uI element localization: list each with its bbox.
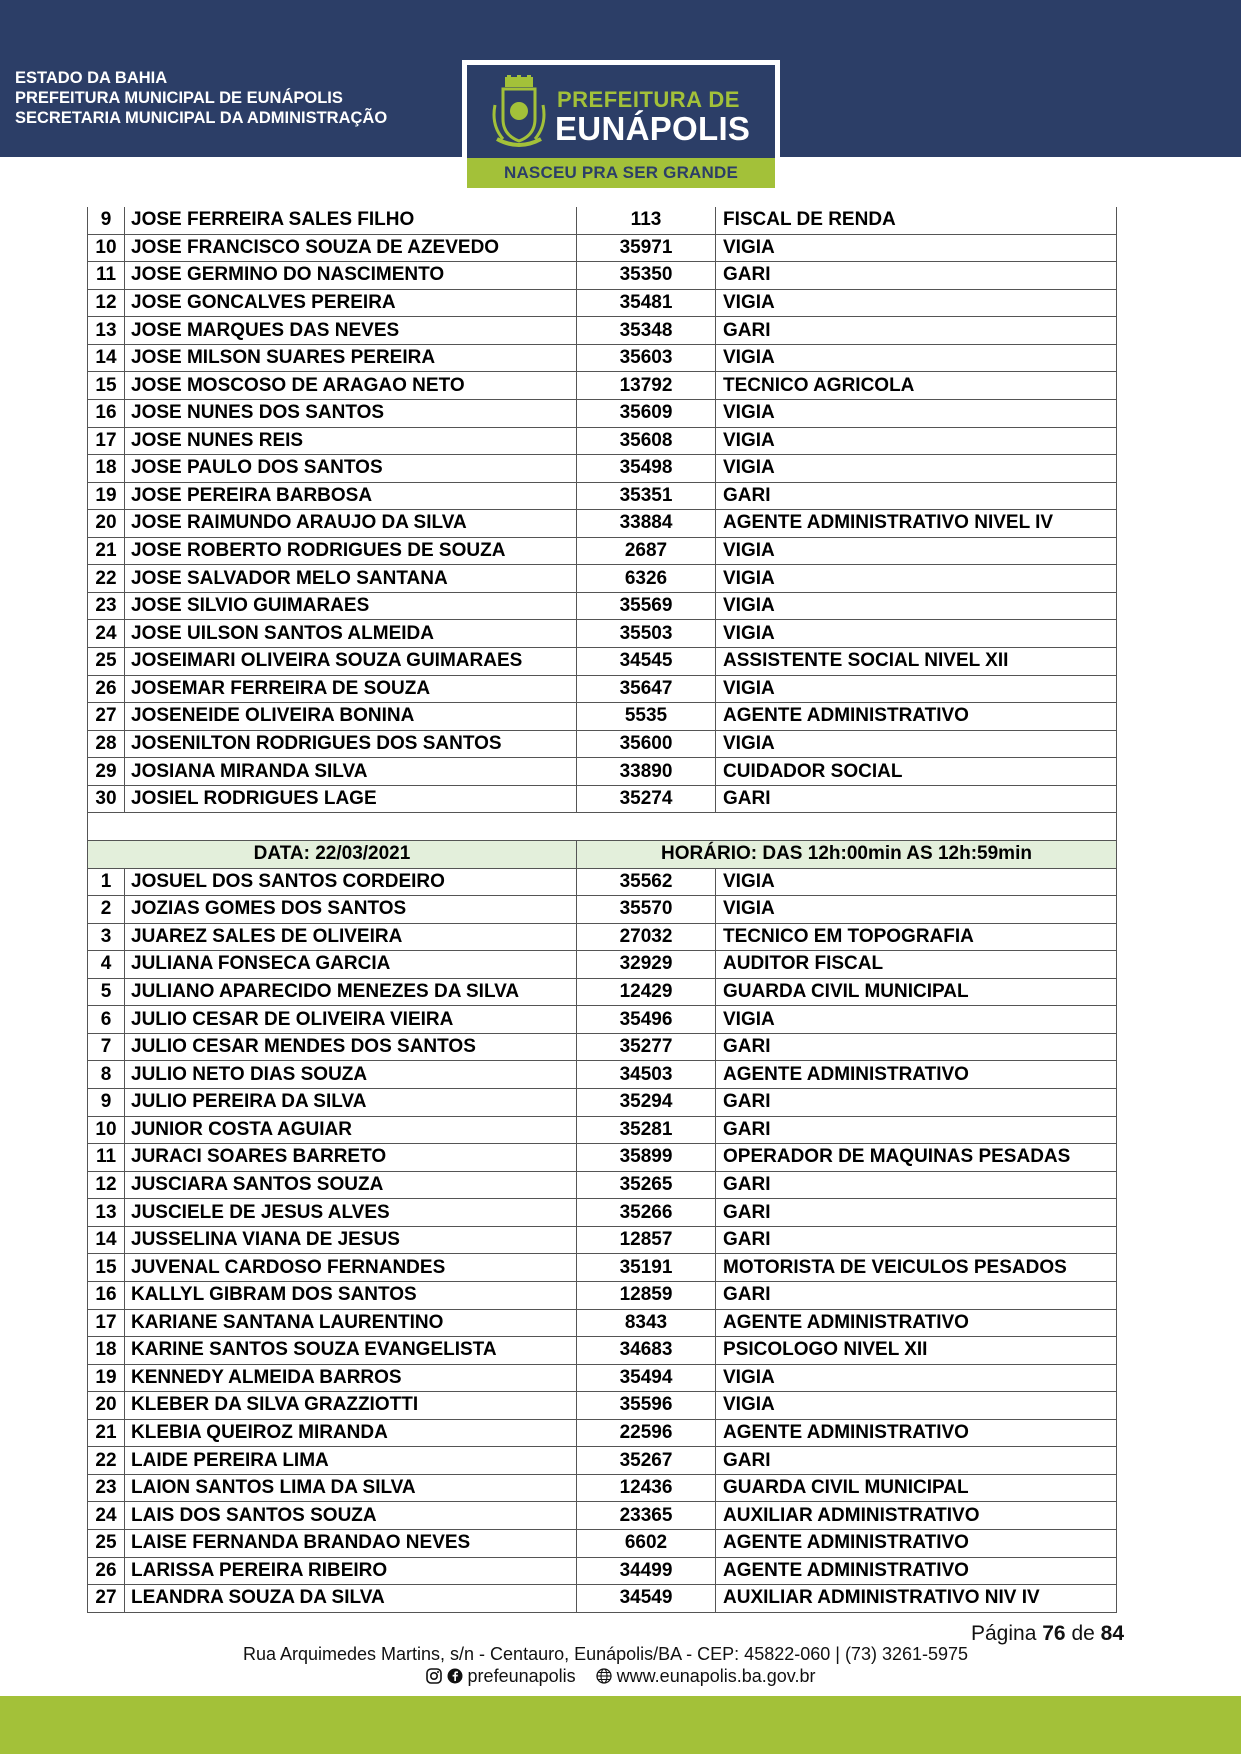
row-number: 3 [88, 923, 125, 951]
employee-name: KALLYL GIBRAM DOS SANTOS [125, 1281, 577, 1309]
registration-number: 22596 [577, 1419, 716, 1447]
schedule-header-row [88, 840, 1117, 868]
registration-number: 35609 [577, 399, 716, 427]
employee-name: JULIO CESAR MENDES DOS SANTOS [125, 1033, 577, 1061]
row-number: 14 [88, 1226, 125, 1254]
row-number: 27 [88, 1585, 125, 1613]
table-row [88, 923, 1117, 951]
table-row [88, 262, 1117, 290]
registration-number: 33884 [577, 510, 716, 538]
roster-body [88, 207, 1117, 1612]
job-title: VIGIA [716, 675, 1117, 703]
employee-name: JULIO CESAR DE OLIVEIRA VIEIRA [125, 1006, 577, 1034]
table-row [88, 703, 1117, 731]
job-title: VIGIA [716, 427, 1117, 455]
registration-number: 6326 [577, 565, 716, 593]
employee-name: JOSIANA MIRANDA SILVA [125, 758, 577, 786]
row-number: 23 [88, 592, 125, 620]
table-row [88, 344, 1117, 372]
job-title: AGENTE ADMINISTRATIVO [716, 703, 1117, 731]
table-row [88, 1281, 1117, 1309]
table-row [88, 1226, 1117, 1254]
row-number: 27 [88, 703, 125, 731]
employee-name: JOSE GONCALVES PEREIRA [125, 289, 577, 317]
coat-of-arms-icon [489, 75, 549, 151]
spacer-cell [88, 813, 1117, 841]
row-number: 18 [88, 455, 125, 483]
job-title: GARI [716, 482, 1117, 510]
job-title: AUXILIAR ADMINISTRATIVO NIV IV [716, 1585, 1117, 1613]
job-title: GARI [716, 1226, 1117, 1254]
page-sep: de [1071, 1622, 1095, 1645]
employee-name: LAIDE PEREIRA LIMA [125, 1447, 577, 1475]
website-link[interactable]: www.eunapolis.ba.gov.br [616, 1666, 816, 1686]
table-row [88, 455, 1117, 483]
registration-number: 35191 [577, 1254, 716, 1282]
employee-name: JOSUEL DOS SANTOS CORDEIRO [125, 868, 577, 896]
registration-number: 34499 [577, 1557, 716, 1585]
employee-name: JUNIOR COSTA AGUIAR [125, 1116, 577, 1144]
registration-number: 34503 [577, 1061, 716, 1089]
registration-number: 113 [577, 207, 716, 234]
address-text: Rua Arquimedes Martins, s/n - Centauro, Eunápolis/BA - CEP: 45822-060 | (73) 3261-5975 [242, 1644, 969, 1664]
registration-number: 34545 [577, 648, 716, 676]
registration-number: 35498 [577, 455, 716, 483]
row-number: 12 [88, 289, 125, 317]
registration-number: 35348 [577, 317, 716, 345]
table-row [88, 1309, 1117, 1337]
registration-number: 35503 [577, 620, 716, 648]
job-title: CUIDADOR SOCIAL [716, 758, 1117, 786]
table-row [88, 317, 1117, 345]
employee-name: JOSE ROBERTO RODRIGUES DE SOUZA [125, 537, 577, 565]
table-row [88, 1337, 1117, 1365]
table-row [88, 1199, 1117, 1227]
employee-name: KLEBER DA SILVA GRAZZIOTTI [125, 1392, 577, 1420]
table-row [88, 1447, 1117, 1475]
job-title: AUDITOR FISCAL [716, 951, 1117, 979]
employee-name: LAION SANTOS LIMA DA SILVA [125, 1474, 577, 1502]
job-title: AUXILIAR ADMINISTRATIVO [716, 1502, 1117, 1530]
job-title: GARI [716, 1281, 1117, 1309]
table-row [88, 510, 1117, 538]
job-title: AGENTE ADMINISTRATIVO [716, 1309, 1117, 1337]
employee-name: JOSEIMARI OLIVEIRA SOUZA GUIMARAES [125, 648, 577, 676]
employee-name: JUVENAL CARDOSO FERNANDES [125, 1254, 577, 1282]
registration-number: 12436 [577, 1474, 716, 1502]
row-number: 16 [88, 1281, 125, 1309]
employee-name: JOSE NUNES REIS [125, 427, 577, 455]
job-title: AGENTE ADMINISTRATIVO NIVEL IV [716, 510, 1117, 538]
table-row [88, 482, 1117, 510]
job-title: AGENTE ADMINISTRATIVO [716, 1557, 1117, 1585]
job-title: GUARDA CIVIL MUNICIPAL [716, 1474, 1117, 1502]
org-line-prefecture: PREFEITURA MUNICIPAL DE EUNÁPOLIS [15, 89, 343, 107]
logo-slogan: NASCEU PRA SER GRANDE [467, 158, 775, 188]
registration-number: 35596 [577, 1392, 716, 1420]
table-row [88, 289, 1117, 317]
globe-icon [596, 1668, 612, 1684]
registration-number: 34683 [577, 1337, 716, 1365]
organization-lines [15, 68, 387, 128]
job-title: OPERADOR DE MAQUINAS PESADAS [716, 1144, 1117, 1172]
table-row [88, 1364, 1117, 1392]
row-number: 22 [88, 565, 125, 593]
row-number: 20 [88, 1392, 125, 1420]
row-number: 24 [88, 620, 125, 648]
table-row [88, 1006, 1117, 1034]
job-title: GARI [716, 1171, 1117, 1199]
logo-title-line2: EUNÁPOLIS [555, 110, 751, 147]
footer-address [0, 1644, 1241, 1665]
registration-number: 35274 [577, 785, 716, 813]
employee-name: JOSE MOSCOSO DE ARAGAO NETO [125, 372, 577, 400]
registration-number: 2687 [577, 537, 716, 565]
employee-name: JUSCIELE DE JESUS ALVES [125, 1199, 577, 1227]
row-number: 7 [88, 1033, 125, 1061]
facebook-icon [447, 1668, 463, 1684]
table-row [88, 896, 1117, 924]
table-row [88, 1144, 1117, 1172]
job-title: VIGIA [716, 896, 1117, 924]
employee-name: LARISSA PEREIRA RIBEIRO [125, 1557, 577, 1585]
registration-number: 27032 [577, 923, 716, 951]
employee-name: JULIANA FONSECA GARCIA [125, 951, 577, 979]
registration-number: 35608 [577, 427, 716, 455]
registration-number: 35600 [577, 730, 716, 758]
table-row [88, 1530, 1117, 1558]
job-title: GARI [716, 1116, 1117, 1144]
registration-number: 12859 [577, 1281, 716, 1309]
row-number: 28 [88, 730, 125, 758]
registration-number: 35494 [577, 1364, 716, 1392]
row-number: 21 [88, 1419, 125, 1447]
table-row [88, 1419, 1117, 1447]
job-title: VIGIA [716, 455, 1117, 483]
employee-name: JOSE MARQUES DAS NEVES [125, 317, 577, 345]
employee-name: JOSEMAR FERREIRA DE SOUZA [125, 675, 577, 703]
registration-number: 32929 [577, 951, 716, 979]
employee-name: JOSE SALVADOR MELO SANTANA [125, 565, 577, 593]
job-title: VIGIA [716, 289, 1117, 317]
row-number: 10 [88, 234, 125, 262]
table-row [88, 537, 1117, 565]
logo-panel [467, 65, 775, 158]
row-number: 24 [88, 1502, 125, 1530]
registration-number: 35971 [577, 234, 716, 262]
job-title: MOTORISTA DE VEICULOS PESADOS [716, 1254, 1117, 1282]
table-row [88, 372, 1117, 400]
job-title: VIGIA [716, 1392, 1117, 1420]
registration-number: 35603 [577, 344, 716, 372]
job-title: AGENTE ADMINISTRATIVO [716, 1530, 1117, 1558]
table-row [88, 978, 1117, 1006]
employee-name: JUSCIARA SANTOS SOUZA [125, 1171, 577, 1199]
table-row [88, 1392, 1117, 1420]
job-title: AGENTE ADMINISTRATIVO [716, 1061, 1117, 1089]
table-row [88, 785, 1117, 813]
table-row [88, 1474, 1117, 1502]
employee-name: KLEBIA QUEIROZ MIRANDA [125, 1419, 577, 1447]
employee-name: JOSE PEREIRA BARBOSA [125, 482, 577, 510]
table-row [88, 1254, 1117, 1282]
row-number: 10 [88, 1116, 125, 1144]
job-title: VIGIA [716, 234, 1117, 262]
registration-number: 35267 [577, 1447, 716, 1475]
table-row [88, 868, 1117, 896]
employee-name: JOSE RAIMUNDO ARAUJO DA SILVA [125, 510, 577, 538]
employee-name: JOSE SILVIO GUIMARAES [125, 592, 577, 620]
footer-social [0, 1666, 1241, 1687]
job-title: GARI [716, 1447, 1117, 1475]
row-number: 19 [88, 482, 125, 510]
employee-name: KARINE SANTOS SOUZA EVANGELISTA [125, 1337, 577, 1365]
table-row [88, 675, 1117, 703]
schedule-time: HORÁRIO: DAS 12h:00min AS 12h:59min [577, 840, 1117, 868]
registration-number: 35496 [577, 1006, 716, 1034]
employee-name: JOSENILTON RODRIGUES DOS SANTOS [125, 730, 577, 758]
table-row [88, 730, 1117, 758]
row-number: 17 [88, 427, 125, 455]
job-title: GARI [716, 1033, 1117, 1061]
employee-name: JOSE PAULO DOS SANTOS [125, 455, 577, 483]
page-prefix: Página [971, 1622, 1037, 1645]
page-number [971, 1622, 1124, 1646]
registration-number: 35569 [577, 592, 716, 620]
job-title: PSICOLOGO NIVEL XII [716, 1337, 1117, 1365]
employee-name: JOZIAS GOMES DOS SANTOS [125, 896, 577, 924]
employee-name: JOSENEIDE OLIVEIRA BONINA [125, 703, 577, 731]
registration-number: 35562 [577, 868, 716, 896]
job-title: VIGIA [716, 868, 1117, 896]
employee-name: JOSE NUNES DOS SANTOS [125, 399, 577, 427]
employee-name: KENNEDY ALMEIDA BARROS [125, 1364, 577, 1392]
row-number: 14 [88, 344, 125, 372]
row-number: 15 [88, 372, 125, 400]
table-row [88, 1033, 1117, 1061]
table-row [88, 592, 1117, 620]
table-row [88, 1557, 1117, 1585]
registration-number: 35277 [577, 1033, 716, 1061]
registration-number: 12857 [577, 1226, 716, 1254]
table-row [88, 648, 1117, 676]
table-row [88, 758, 1117, 786]
employee-name: JULIANO APARECIDO MENEZES DA SILVA [125, 978, 577, 1006]
row-number: 4 [88, 951, 125, 979]
job-title: AGENTE ADMINISTRATIVO [716, 1419, 1117, 1447]
job-title: VIGIA [716, 565, 1117, 593]
row-number: 29 [88, 758, 125, 786]
employee-name: JOSE FERREIRA SALES FILHO [125, 207, 577, 234]
employee-name: KARIANE SANTANA LAURENTINO [125, 1309, 577, 1337]
table-row [88, 234, 1117, 262]
footer-band [0, 1696, 1241, 1754]
job-title: GARI [716, 1199, 1117, 1227]
table-row [88, 565, 1117, 593]
row-number: 20 [88, 510, 125, 538]
registration-number: 35266 [577, 1199, 716, 1227]
registration-number: 35350 [577, 262, 716, 290]
employee-name: JURACI SOARES BARRETO [125, 1144, 577, 1172]
table-row [88, 1171, 1117, 1199]
employee-name: JOSE MILSON SUARES PEREIRA [125, 344, 577, 372]
logo-title-line1: PREFEITURA DE [557, 87, 740, 112]
job-title: VIGIA [716, 537, 1117, 565]
job-title: VIGIA [716, 399, 1117, 427]
row-number: 18 [88, 1337, 125, 1365]
registration-number: 35647 [577, 675, 716, 703]
social-handle[interactable]: prefeunapolis [467, 1666, 576, 1686]
employee-name: JOSE FRANCISCO SOUZA DE AZEVEDO [125, 234, 577, 262]
row-number: 13 [88, 1199, 125, 1227]
row-number: 26 [88, 675, 125, 703]
registration-number: 35294 [577, 1089, 716, 1117]
row-number: 17 [88, 1309, 125, 1337]
registration-number: 6602 [577, 1530, 716, 1558]
prefecture-logo [462, 60, 780, 192]
table-row [88, 1502, 1117, 1530]
registration-number: 13792 [577, 372, 716, 400]
row-number: 21 [88, 537, 125, 565]
row-number: 9 [88, 1089, 125, 1117]
row-number: 26 [88, 1557, 125, 1585]
row-number: 19 [88, 1364, 125, 1392]
registration-number: 35570 [577, 896, 716, 924]
job-title: VIGIA [716, 730, 1117, 758]
table-row [88, 620, 1117, 648]
schedule-date: DATA: 22/03/2021 [88, 840, 577, 868]
job-title: GUARDA CIVIL MUNICIPAL [716, 978, 1117, 1006]
row-number: 23 [88, 1474, 125, 1502]
job-title: ASSISTENTE SOCIAL NIVEL XII [716, 648, 1117, 676]
row-number: 9 [88, 207, 125, 234]
job-title: VIGIA [716, 1006, 1117, 1034]
row-number: 30 [88, 785, 125, 813]
employee-name: JOSIEL RODRIGUES LAGE [125, 785, 577, 813]
registration-number: 35899 [577, 1144, 716, 1172]
table-row [88, 1585, 1117, 1613]
registration-number: 35351 [577, 482, 716, 510]
registration-number: 8343 [577, 1309, 716, 1337]
row-number: 6 [88, 1006, 125, 1034]
table-row [88, 1116, 1117, 1144]
row-number: 1 [88, 868, 125, 896]
registration-number: 23365 [577, 1502, 716, 1530]
registration-number: 35281 [577, 1116, 716, 1144]
job-title: VIGIA [716, 620, 1117, 648]
table-row [88, 1089, 1117, 1117]
job-title: GARI [716, 262, 1117, 290]
job-title: FISCAL DE RENDA [716, 207, 1117, 234]
row-number: 5 [88, 978, 125, 1006]
employee-name: JUAREZ SALES DE OLIVEIRA [125, 923, 577, 951]
row-number: 16 [88, 399, 125, 427]
row-number: 25 [88, 1530, 125, 1558]
row-number: 15 [88, 1254, 125, 1282]
page-total: 84 [1100, 1622, 1124, 1645]
row-number: 2 [88, 896, 125, 924]
row-number: 8 [88, 1061, 125, 1089]
job-title: TECNICO AGRICOLA [716, 372, 1117, 400]
registration-number: 5535 [577, 703, 716, 731]
row-number: 11 [88, 262, 125, 290]
org-line-state: ESTADO DA BAHIA [15, 69, 168, 87]
row-number: 25 [88, 648, 125, 676]
employee-name: LEANDRA SOUZA DA SILVA [125, 1585, 577, 1613]
job-title: GARI [716, 785, 1117, 813]
table-row [88, 427, 1117, 455]
roster-table [87, 207, 1117, 1613]
employee-name: JULIO NETO DIAS SOUZA [125, 1061, 577, 1089]
registration-number: 35481 [577, 289, 716, 317]
job-title: GARI [716, 1089, 1117, 1117]
page-current: 76 [1042, 1622, 1066, 1645]
employee-name: LAISE FERNANDA BRANDAO NEVES [125, 1530, 577, 1558]
employee-name: LAIS DOS SANTOS SOUZA [125, 1502, 577, 1530]
table-row [88, 951, 1117, 979]
instagram-icon [426, 1668, 442, 1684]
row-number: 22 [88, 1447, 125, 1475]
table-row [88, 1061, 1117, 1089]
job-title: TECNICO EM TOPOGRAFIA [716, 923, 1117, 951]
table-row [88, 399, 1117, 427]
job-title: GARI [716, 317, 1117, 345]
registration-number: 12429 [577, 978, 716, 1006]
job-title: VIGIA [716, 1364, 1117, 1392]
row-number: 11 [88, 1144, 125, 1172]
registration-number: 33890 [577, 758, 716, 786]
registration-number: 35265 [577, 1171, 716, 1199]
row-number: 13 [88, 317, 125, 345]
employee-name: JUSSELINA VIANA DE JESUS [125, 1226, 577, 1254]
job-title: VIGIA [716, 592, 1117, 620]
employee-name: JULIO PEREIRA DA SILVA [125, 1089, 577, 1117]
org-line-secretariat: SECRETARIA MUNICIPAL DA ADMINISTRAÇÃO [15, 109, 388, 127]
row-number: 12 [88, 1171, 125, 1199]
employee-name: JOSE UILSON SANTOS ALMEIDA [125, 620, 577, 648]
registration-number: 34549 [577, 1585, 716, 1613]
employee-name: JOSE GERMINO DO NASCIMENTO [125, 262, 577, 290]
job-title: VIGIA [716, 344, 1117, 372]
spacer-row [88, 813, 1117, 841]
table-row [88, 207, 1117, 234]
